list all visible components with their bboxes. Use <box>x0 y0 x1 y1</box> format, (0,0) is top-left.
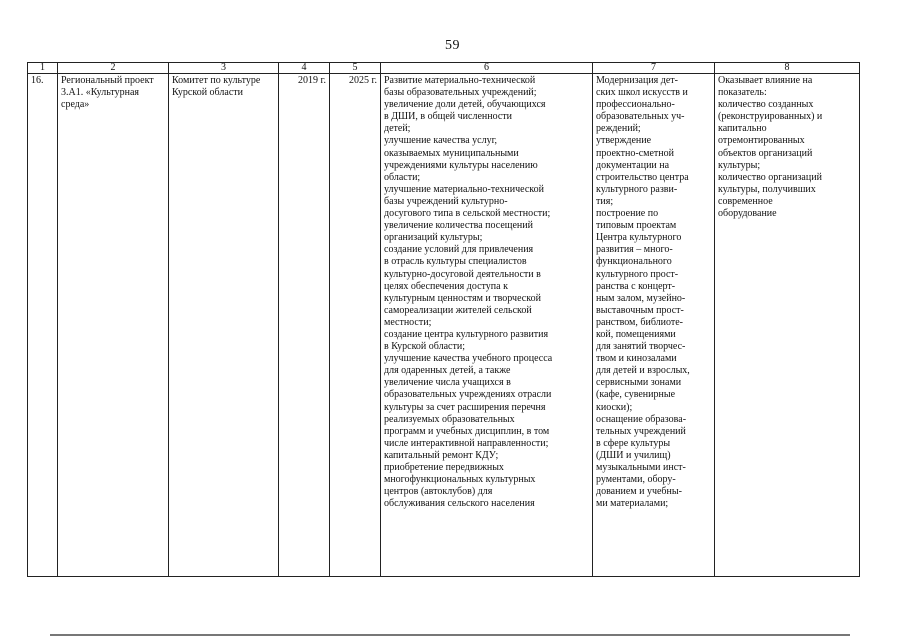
text-line: оказываемых муниципальными <box>384 147 519 159</box>
text-line: образовательных учреждениях отрасли <box>384 389 552 401</box>
text-line: создание центра культурного развития <box>384 328 549 340</box>
text-line: отремонтированных <box>718 135 805 147</box>
text-line: типовым проектам <box>596 220 677 232</box>
text-line: целях обеспечения доступа к <box>384 280 508 292</box>
text-line: (реконструированных) и <box>718 111 823 123</box>
text-line: обслуживания сельского населения <box>384 498 535 510</box>
text-line: ранством, библиоте- <box>596 316 684 328</box>
text-line: количество организаций <box>718 171 822 183</box>
bottom-rule <box>50 634 850 636</box>
text-line: капитальный ремонт КДУ; <box>384 449 499 461</box>
text-line: выставочным прост- <box>596 304 684 316</box>
text-line: кой, помещениями <box>596 328 676 340</box>
text-line: для занятий творчес- <box>596 341 686 353</box>
text-line: профессионально- <box>596 99 675 111</box>
text-line: культуры за счет расширения перечня <box>384 401 546 413</box>
text-line: области; <box>384 171 421 183</box>
text-line: (кафе, сувенирные <box>596 389 676 401</box>
row-number-cell: 16. <box>28 74 58 577</box>
text-line: дованием и учебны- <box>596 486 682 498</box>
text-line: улучшение материально-технической <box>384 183 544 195</box>
text-line: местности; <box>384 316 432 328</box>
table-row <box>28 74 860 577</box>
text-line: объектов организаций <box>718 147 813 159</box>
text-line: улучшение качества услуг, <box>384 135 498 147</box>
start-year-cell: 2019 г. <box>279 74 330 577</box>
text-line: Развитие материально-технической <box>384 75 536 86</box>
text-line: капитально <box>718 123 767 135</box>
page-number: 59 <box>445 38 460 53</box>
text-line: строительство центра <box>596 171 689 183</box>
text-line: приобретение передвижных <box>384 462 504 473</box>
text-line: детей; <box>384 123 411 135</box>
text-line: (ДШИ и училищ) <box>596 449 671 461</box>
text-line: самореализации жителей сельской <box>384 304 532 316</box>
text-line: культурного разви- <box>596 183 678 195</box>
text-line: для одаренных детей, а также <box>384 365 511 377</box>
text-line: сервисными зонами <box>596 377 682 389</box>
measures-cell <box>593 74 715 577</box>
text-line: увеличение количества посещений <box>384 220 533 232</box>
text-line: организаций культуры; <box>384 232 483 244</box>
text-line: учреждениями культуры населению <box>384 159 538 171</box>
text-line: современное <box>718 195 773 207</box>
text-line: центров (автоклубов) для <box>384 486 493 498</box>
text-line: многофункциональных культурных <box>384 474 536 486</box>
text-line: образовательных уч- <box>596 111 685 123</box>
text-line: показатель: <box>718 87 767 99</box>
text-line: тельных учреждений <box>596 425 686 437</box>
column-number-1: 1 <box>28 63 58 74</box>
text-line: развития – много- <box>596 244 673 256</box>
text-line: ным залом, музейно- <box>596 292 686 304</box>
responsible-cell: Комитет по культуре Курской области <box>169 74 279 577</box>
text-line: для детей и взрослых, <box>596 365 690 377</box>
text-line: тия; <box>596 195 614 207</box>
column-number-7: 7 <box>593 63 715 74</box>
end-year-cell: 2025 г. <box>330 74 381 577</box>
text-line: увеличение числа учащихся в <box>384 377 511 389</box>
text-line: оснащение образова- <box>596 413 687 425</box>
text-line: Оказывает влияние на <box>718 75 813 86</box>
text-line: количество созданных <box>718 99 814 111</box>
text-line: функционального <box>596 256 672 268</box>
text-line: числе интерактивной направленности; <box>384 437 549 449</box>
text-line: в ДШИ, в общей численности <box>384 111 513 123</box>
text-line: культурно-досуговой деятельности в <box>384 268 541 280</box>
text-line: рументами, обору- <box>596 474 676 486</box>
text-line: киоски); <box>596 401 633 413</box>
column-number-6: 6 <box>381 63 593 74</box>
text-line: базы образовательных учреждений; <box>384 87 537 99</box>
column-number-row <box>28 63 860 74</box>
text-line: музыкальными инст- <box>596 462 686 473</box>
text-line: программ и учебных дисциплин, в том <box>384 425 550 437</box>
text-line: создание условий для привлечения <box>384 244 534 256</box>
impact-text <box>718 75 856 220</box>
impact-cell <box>715 74 860 577</box>
text-line: базы учреждений культурно- <box>384 195 508 207</box>
text-line: реждений; <box>596 123 641 135</box>
tasks-cell <box>381 74 593 577</box>
text-line: документации на <box>596 159 670 171</box>
text-line: Модернизация дет- <box>596 75 679 86</box>
measures-text <box>596 75 711 510</box>
text-line: в Курской области; <box>384 341 465 353</box>
column-number-4: 4 <box>279 63 330 74</box>
text-line: построение по <box>596 208 659 220</box>
text-line: культуры, получивших <box>718 183 816 195</box>
text-line: в отрасль культуры специалистов <box>384 256 527 268</box>
text-line: реализуемых образовательных <box>384 413 515 425</box>
project-cell: Региональный проект 3.А1. «Культурная среда» <box>58 74 169 577</box>
column-number-8: 8 <box>715 63 860 74</box>
text-line: в сфере культуры <box>596 437 671 449</box>
text-line: культурным ценностям и творческой <box>384 292 541 304</box>
column-number-2: 2 <box>58 63 169 74</box>
text-line: твом и кинозалами <box>596 353 677 365</box>
text-line: ранства с концерт- <box>596 280 676 292</box>
text-line: Центра культурного <box>596 232 682 244</box>
measures-table <box>27 62 860 577</box>
text-line: утверждение <box>596 135 652 147</box>
text-line: досугового типа в сельской местности; <box>384 208 551 220</box>
tasks-text <box>384 75 589 510</box>
column-number-3: 3 <box>169 63 279 74</box>
column-number-5: 5 <box>330 63 381 74</box>
text-line: культуры; <box>718 159 761 171</box>
text-line: проектно-сметной <box>596 147 674 159</box>
text-line: ми материалами; <box>596 498 669 510</box>
text-line: улучшение качества учебного процесса <box>384 353 553 365</box>
text-line: увеличение доли детей, обучающихся <box>384 99 546 111</box>
text-line: культурного прост- <box>596 268 679 280</box>
text-line: ских школ искусств и <box>596 87 688 99</box>
text-line: оборудование <box>718 208 777 220</box>
